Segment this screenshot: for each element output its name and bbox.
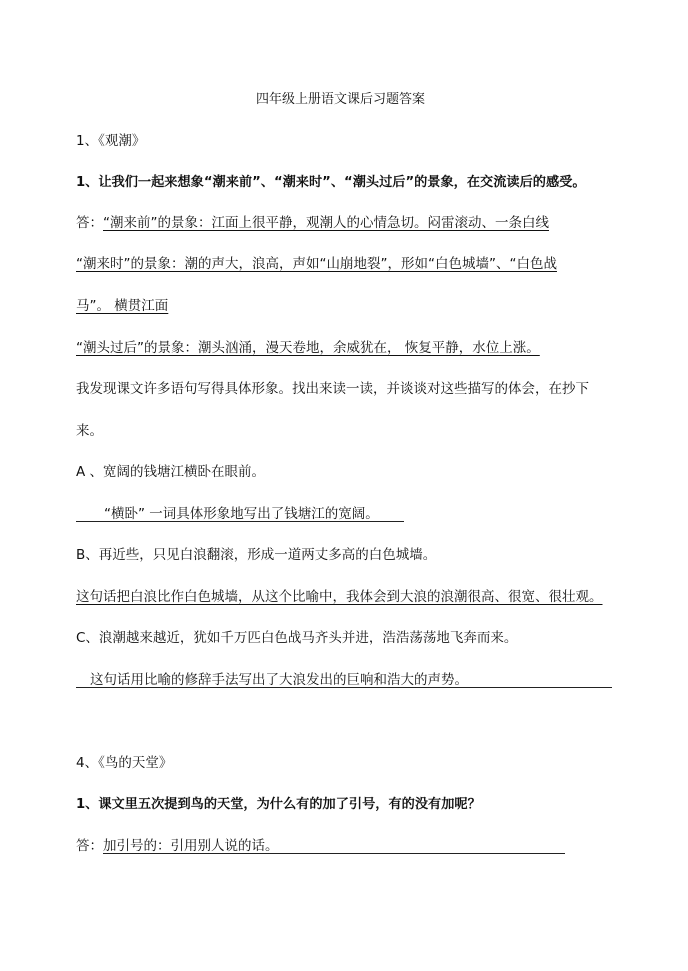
section-heading-niaodetiantang: 4、《鸟的天堂》 [76, 755, 173, 771]
item-b: B、再近些，只见白浪翻滚，形成一道两丈多高的白色城墙。 [76, 547, 437, 563]
item-a: A 、宽阔的钱塘江横卧在眼前。 [76, 464, 266, 480]
answer-line-2: “潮来时”的景象：潮的声大，浪高，声如“山崩地裂”，形如“白色城墙”、“白色战 [76, 256, 557, 272]
answer-text: “潮来前”的景象：江面上很平静，观潮人的心情急切。闷雷滚动、一条白线 [103, 215, 549, 231]
answer-prefix: 答： [76, 838, 103, 854]
item-c: C、浪潮越来越近，犹如千万匹白色战马齐头并进，浩浩荡荡地飞奔而来。 [76, 630, 518, 646]
answer-line-4: “潮头过后”的景象：潮头汹涌，漫天卷地，余威犹在， 恢复平静，水位上涨。 [76, 340, 540, 356]
question-1: 1、让我们一起来想象“潮来前”、“潮来时”、“潮头过后”的景象，在交流读后的感受。 [76, 175, 586, 190]
item-c-answer: 这句话用比喻的修辞手法写出了大浪发出的巨响和浩大的声势。 [90, 672, 468, 688]
answer-line-3: 马”。 横贯江面 [76, 298, 169, 314]
prompt-line-1: 我发现课文许多语句写得具体形象。找出来读一读，并谈谈对这些描写的体会，在抄下 [76, 381, 589, 397]
answer-prefix: 答： [76, 215, 103, 231]
item-a-answer: “横卧” 一词具体形象地写出了钱塘江的宽阔。 [104, 506, 379, 522]
answer-underline [103, 853, 565, 854]
document-title: 四年级上册语文课后习题答案 [256, 92, 426, 107]
answer-underline [76, 521, 404, 522]
item-b-answer: 这句话把白浪比作白色城墙，从这个比喻中，我体会到大浪的浪潮很高、很宽、很壮观。 [76, 589, 603, 605]
prompt-line-2: 来。 [76, 423, 103, 439]
answer-text: 加引号的：引用别人说的话。 [103, 838, 279, 854]
section-heading-guanchao: 1、《观潮》 [76, 133, 146, 149]
answer-underline [76, 687, 612, 688]
answer-line-1 [76, 214, 549, 232]
question-1-section4: 1、课文里五次提到鸟的天堂，为什么有的加了引号，有的没有加呢？ [76, 797, 481, 812]
